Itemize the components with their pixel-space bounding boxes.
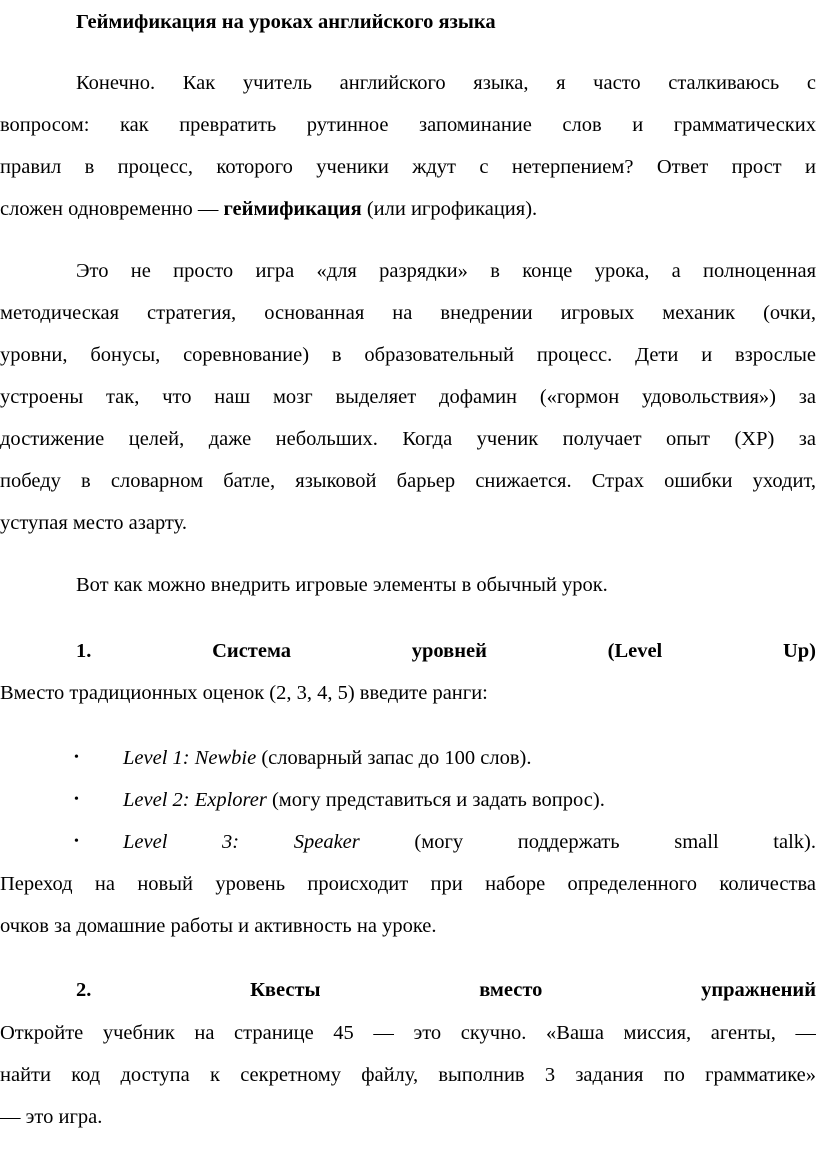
p1-line-4-text: сложен одновременно —: [0, 198, 224, 220]
p2-line-7: уступая место азарту.: [0, 512, 187, 534]
p2-line-1: Это не просто игра «для разрядки» в конце урока, а полноценная: [76, 260, 816, 282]
section-1-line-2: Переход на новый уровень происходит при наборе определенного количества: [0, 873, 816, 895]
p2-line-3: уровни, бонусы, соревнование) в образовательный процесс. Дети и взрослые: [0, 344, 816, 366]
section-1-line-3: очков за домашние работы и активность на уроке.: [0, 915, 437, 937]
bullet-2-level: Level 2: Explorer: [123, 789, 267, 811]
bullet-icon: •: [74, 792, 79, 807]
section-1-intro: Вместо традиционных оценок (2, 3, 4, 5) введите ранги:: [0, 682, 488, 704]
bullet-icon: •: [74, 834, 79, 849]
bullet-item-2: [0, 785, 816, 815]
bullet-item-1: [0, 743, 816, 773]
term-gamification: геймификация: [223, 198, 362, 220]
p2-line-4: устроены так, что наш мозг выделяет дофамин («гормон удовольствия») за: [0, 386, 816, 408]
bullet-1-level: Level 1: Newbie: [123, 747, 257, 769]
p2-line-2: методическая стратегия, основанная на внедрении игровых механик (очки,: [0, 302, 816, 324]
bullet-2-text: (могу представиться и задать вопрос).: [266, 789, 605, 811]
section-2-line-3: — это игра.: [0, 1106, 103, 1128]
document-title: Геймификация на уроках английского языка: [76, 11, 496, 33]
p1-line-3: правил в процесс, которого ученики ждут с нетерпением? Ответ прост и: [0, 156, 816, 178]
bullet-icon: •: [74, 750, 79, 765]
bullet-3-text: (могу поддержать small talk).: [359, 831, 816, 853]
p1-line-4-tail: (или игрофикация).: [361, 198, 538, 220]
p3-line: Вот как можно внедрить игровые элементы в обычный урок.: [76, 574, 608, 596]
bullet-3-level: Level 3: Speaker: [123, 831, 360, 853]
section-2-line-1: Откройте учебник на странице 45 — это скучно. «Ваша миссия, агенты, —: [0, 1022, 816, 1044]
p2-line-6: победу в словарном батле, языковой барьер снижается. Страх ошибки уходит,: [0, 470, 816, 492]
bullet-item-3: [0, 827, 816, 857]
section-2-line-2: найти код доступа к секретному файлу, выполнив 3 задания по грамматике»: [0, 1064, 816, 1086]
section-1-heading: 1. Система уровней (Level Up): [76, 640, 816, 662]
p2-line-5: достижение целей, даже небольших. Когда ученик получает опыт (XP) за: [0, 428, 816, 450]
section-2-heading: 2. Квесты вместо упражнений: [76, 979, 816, 1001]
p1-line-4: [0, 194, 816, 224]
p1-line-2: вопросом: как превратить рутинное запоминание слов и грамматических: [0, 114, 816, 136]
bullet-1-text: (словарный запас до 100 слов).: [256, 747, 532, 769]
p1-line-1: Конечно. Как учитель английского языка, я часто сталкиваюсь с: [76, 72, 816, 94]
